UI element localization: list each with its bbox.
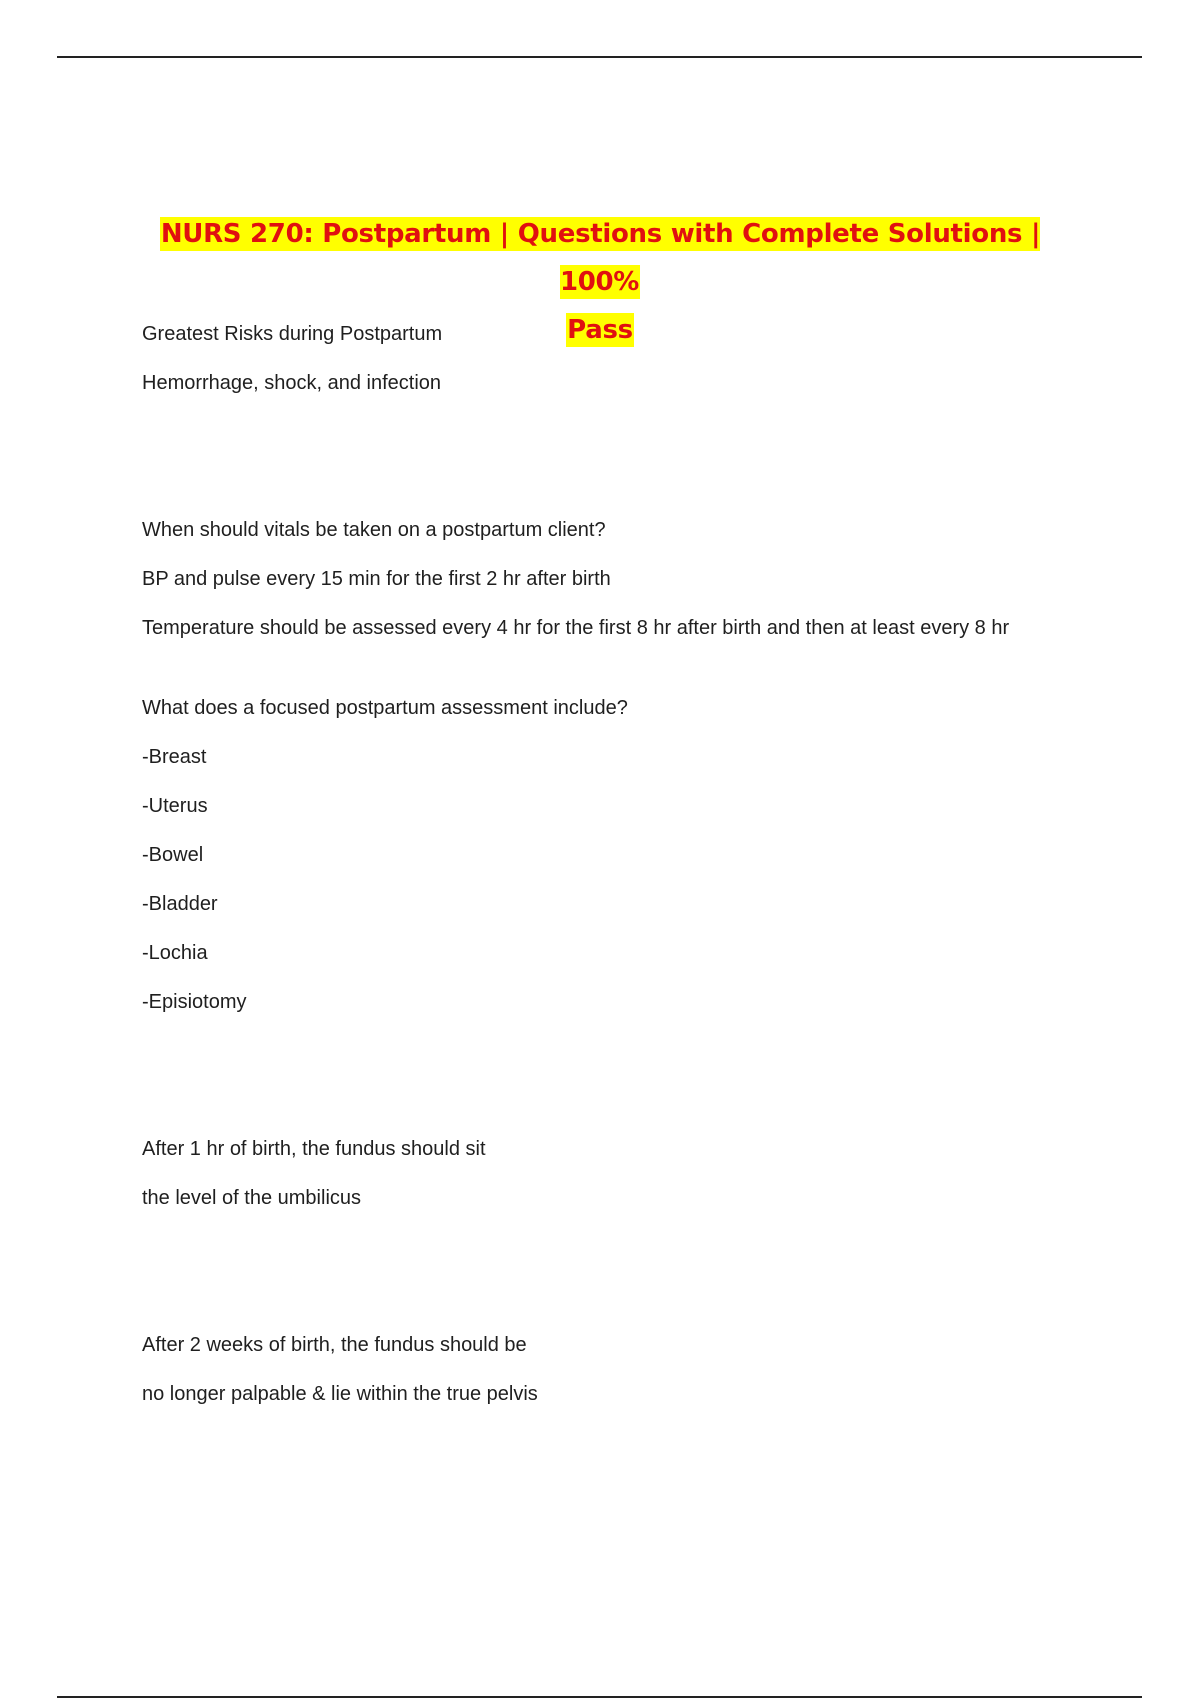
list-item: -Breast bbox=[142, 746, 207, 768]
answer-text: BP and pulse every 15 min for the first 2 hr after birth bbox=[142, 568, 611, 590]
answer-text: the level of the umbilicus bbox=[142, 1187, 362, 1209]
qa-block bbox=[142, 318, 1062, 399]
qa-block bbox=[142, 514, 1062, 645]
document-body bbox=[142, 318, 1062, 1427]
qa-block bbox=[142, 1329, 1062, 1410]
list-item: -Uterus bbox=[142, 795, 208, 817]
question-text: After 2 weeks of birth, the fundus should be bbox=[142, 1334, 527, 1356]
question-text: Greatest Risks during Postpartum bbox=[142, 323, 443, 345]
question-text: After 1 hr of birth, the fundus should sit bbox=[142, 1138, 486, 1160]
top-rule bbox=[57, 56, 1142, 58]
list-item: -Episiotomy bbox=[142, 991, 247, 1013]
title-line-2: Pass bbox=[567, 315, 633, 345]
qa-block bbox=[142, 692, 1062, 1018]
answer-text: Temperature should be assessed every 4 hr for the first 8 hr after birth and then at least every 8 hr bbox=[142, 617, 1010, 639]
bottom-rule bbox=[57, 1696, 1142, 1698]
spacer bbox=[142, 662, 1062, 692]
spacer bbox=[142, 1035, 1062, 1133]
question-text: What does a focused postpartum assessment include? bbox=[142, 697, 628, 719]
list-item: -Lochia bbox=[142, 942, 208, 964]
answer-text: Hemorrhage, shock, and infection bbox=[142, 372, 442, 394]
spacer bbox=[142, 1231, 1062, 1329]
answer-text: no longer palpable & lie within the true pelvis bbox=[142, 1383, 538, 1405]
title-line-1: NURS 270: Postpartum | Questions with Complete Solutions | 100% bbox=[160, 219, 1041, 297]
list-item: -Bowel bbox=[142, 844, 204, 866]
question-text: When should vitals be taken on a postpartum client? bbox=[142, 519, 606, 541]
qa-block bbox=[142, 1133, 1062, 1214]
list-item: -Bladder bbox=[142, 893, 218, 915]
spacer bbox=[142, 416, 1062, 514]
